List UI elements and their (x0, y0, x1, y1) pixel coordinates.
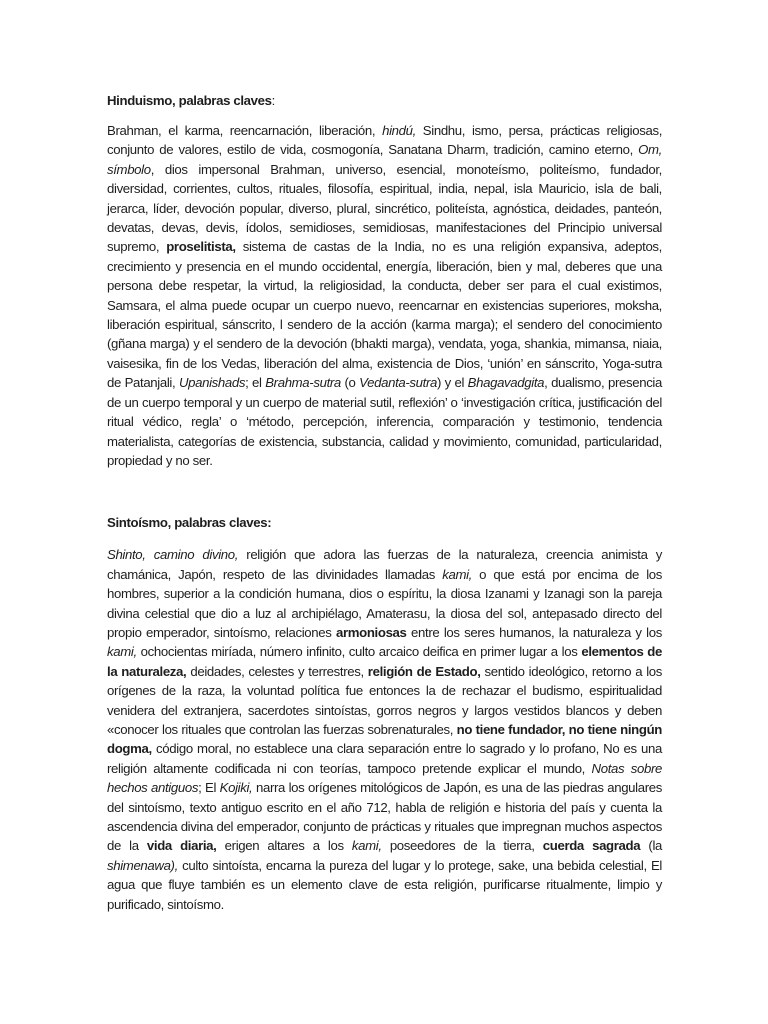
text-run: religión que adora las fuerzas de la naturaleza, creencia animista y chamánica, Japón, respeto de las divinidades llamadas (107, 547, 662, 582)
italic-term: Bhagavadgita (467, 375, 545, 391)
bold-term: vida diaria, (146, 838, 217, 854)
bold-term: elementos de la naturaleza, (107, 644, 662, 679)
text-run: código moral, no establece una clara separación entre lo sagrado y lo profano, No es una religión altamente codificada ni con teorías, tampoco pretende explicar el mundo, (107, 741, 662, 776)
sintoismo-paragraph (107, 545, 662, 914)
text-run: , dualismo, presencia de un cuerpo temporal y un cuerpo de material sutil, reflexión’ o ‘investigación crítica, justificación del ritual védico, regla’ o ‘método, percepción, inferencia, comparación y testimonio, tendencia materialista, categorías de existencia, substancia, calidad y movimiento, comunidad, particularidad, propiedad y no ser. (107, 375, 662, 468)
text-run: erigen altares a los (216, 838, 352, 854)
text-run: narra los orígenes mitológicos de Japón, es una de las piedras angulares del sintoísmo, texto antiguo escrito en el año 712, habla de religión e historia del país y cuenta la ascendencia divina del emperador, conjunto de prácticas y rituales que impregnan muchos aspectos de la (107, 780, 663, 854)
italic-term: shimenawa), (107, 857, 178, 873)
hinduismo-section (107, 92, 662, 470)
hinduismo-heading (107, 92, 662, 110)
bold-term: cuerda sagrada (542, 838, 641, 854)
text-run: deidades, celestes y terrestres, (186, 663, 368, 679)
text-run: sistema de castas de la India, no es una religión expansiva, adeptos, crecimiento y presencia en el mundo occidental, energía, liberación, bien y mal, deberes que una persona debe respetar, la virtud, la religiosidad, la conducta, deber ser para el cual existimos, Samsara, el alma puede ocupar un cuerpo nuevo, reencarnar en existencias superiores, moksha, liberación espiritual, sánscrito, l sendero de la acción (karma marga); el sendero del conocimiento (gñana marga) y el sendero de la devoción (bhakti marga), vendata, yoga, shankia, mimansa, niaia, vaisesika, fin de los Vedas, liberación del alma, existencia de Dios, ‘unión’ en sánscrito, Yoga-sutra de Patanjali, (107, 239, 662, 391)
bold-term: armoniosas (336, 624, 407, 640)
italic-term: Kojiki, (219, 780, 253, 796)
text-run: culto sintoísta, encarna la pureza del lugar y lo protege, sake, una bebida celestial, El agua que fluye también es un elemento clave de esta religión, purificarse ritualmente, limpio y purificado, sintoísmo. (107, 857, 662, 912)
text-run: poseedores de la tierra, (381, 838, 543, 854)
bold-term: religión de Estado, (367, 663, 481, 679)
text-run: (la (640, 838, 663, 854)
italic-term: Shinto, camino divino, (107, 547, 239, 563)
text-run: (o (340, 375, 360, 391)
italic-term: kami, (442, 566, 472, 582)
text-run: ) y el (436, 375, 468, 391)
text-run: ochocientas miríada, número infinito, culto arcaico deifica en primer lugar a los (136, 644, 582, 660)
bold-term: no tiene fundador, no tiene ningún dogma, (107, 721, 663, 757)
italic-term: kami, (107, 644, 137, 660)
text-run: , dios impersonal Brahman, universo, esencial, monoteísmo, politeísmo, fundador, diversidad, corrientes, cultos, rituales, filosofía, espiritual, india, nepal, isla Mauricio, isla de bali, jerarca, líder, devoción popular, diverso, plural, sincrético, politeísta, agnóstica, deidades, panteón, devatas, devas, devis, ídolos, semidioses, semidiosas, manifestaciones del Principio universal supremo, (107, 161, 662, 255)
text-run: o que está por encima de los hombres, superior a la condición humana, dios o espíritu, la diosa Izanami y Izanagi son la pareja divina celestial que dio a luz al archipiélago, Amaterasu, la diosa del sol, antepasado directo del propio emperador, sintoísmo, relaciones (107, 566, 662, 640)
italic-term: Om, símbolo (107, 142, 662, 177)
text-run: sentido ideológico, retorno a los orígenes de la raza, la voluntad política fue entonces la de rechazar el budismo, espiritualidad venidera del extranjera, sacerdotes sintoístas, gorros negros y largos vestidos blancos y deben «conocer los rituales que controlan las fuerzas sobrenaturales, (107, 663, 662, 737)
italic-term: Upanishads (178, 375, 246, 391)
italic-term: Vedanta-sutra (359, 375, 437, 391)
italic-term: Notas sobre hechos antiguos (107, 760, 662, 796)
bold-term: proselitista, (166, 239, 236, 255)
sintoismo-section (107, 514, 662, 914)
hinduismo-title-colon: : (271, 93, 275, 108)
italic-term: hindú, (382, 123, 416, 138)
sintoismo-heading (107, 514, 662, 532)
hinduismo-title: Hinduismo, palabras claves (107, 93, 272, 108)
hinduismo-paragraph (107, 121, 662, 470)
text-run: ; el (245, 375, 266, 391)
text-run: entre los seres humanos, la naturaleza y los (406, 624, 662, 640)
sintoismo-title: Sintoísmo, palabras claves: (107, 515, 272, 531)
italic-term: kami, (351, 838, 382, 854)
text-run: Sindhu, ismo, persa, prácticas religiosas, conjunto de valores, estilo de vida, cosmogonía, Sanatana Dharm, tradición, camino eterno, (107, 123, 663, 158)
italic-term: Brahma-sutra (265, 375, 341, 391)
text-run: Brahman, el karma, reencarnación, liberación, (107, 123, 383, 138)
text-run: ; El (198, 780, 220, 796)
